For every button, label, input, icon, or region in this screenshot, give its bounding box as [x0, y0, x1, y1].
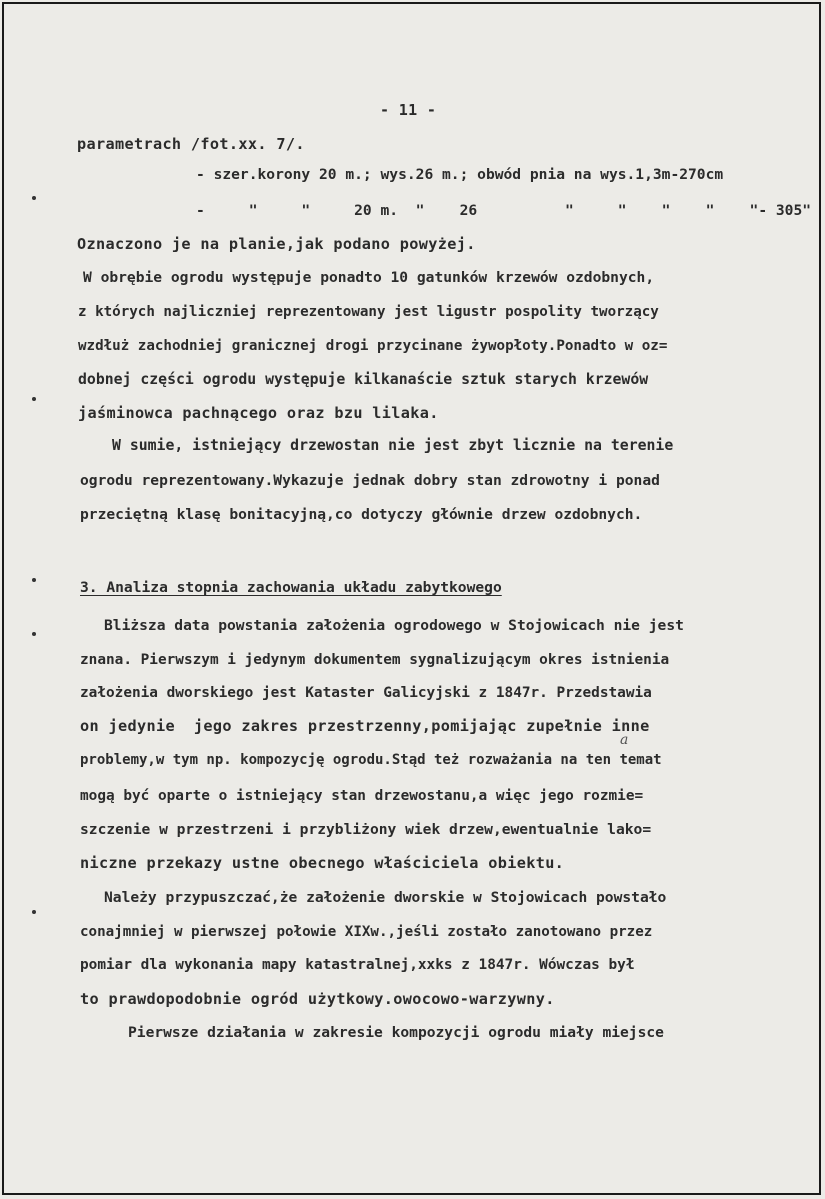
text-line: mogą być oparte o istniejący stan drzewostanu,a więc jego rozmie= [80, 788, 644, 804]
text-line: Bliższa data powstania założenia ogrodowego w Stojowicach nie jest [104, 617, 684, 634]
text-line: on jedynie jego zakres przestrzenny,pomijając zupełnie inne [80, 717, 650, 735]
margin-dot [32, 910, 36, 914]
page-number: - 11 - [380, 101, 437, 119]
text-line: pomiar dla wykonania mapy katastralnej,xxks z 1847r. Wówczas był [80, 957, 635, 973]
text-line: ogrodu reprezentowany.Wykazuje jednak dobry stan zdrowotny i ponad [80, 472, 660, 489]
margin-dot [32, 578, 36, 582]
text-line: szczenie w przestrzeni i przybliżony wiek drzew,ewentualnie lako= [80, 821, 652, 838]
text-line: Pierwsze działania w zakresie kompozycji ogrodu miały miejsce [128, 1024, 664, 1041]
text-line: założenia dworskiego jest Kataster Galicyjski z 1847r. Przedstawia [80, 685, 652, 701]
text-line: - " " 20 m. " 26 " " " " "- 305" [196, 202, 812, 219]
text-line: W sumie, istniejący drzewostan nie jest zbyt licznie na terenie [112, 437, 674, 454]
margin-dot [32, 632, 36, 636]
margin-dot [32, 196, 36, 200]
text-line: wzdłuż zachodniej granicznej drogi przycinane żywopłoty.Ponadto w oz= [78, 338, 668, 354]
text-line: dobnej części ogrodu występuje kilkanaście sztuk starych krzewów [78, 371, 649, 388]
text-line: znana. Pierwszym i jedynym dokumentem sygnalizującym okres istnienia [80, 652, 670, 668]
text-line: przeciętną klasę bonitacyjną,co dotyczy głównie drzew ozdobnych. [80, 506, 643, 523]
text-line: W obrębie ogrodu występuje ponadto 10 gatunków krzewów ozdobnych, [83, 269, 655, 286]
section-heading: 3. Analiza stopnia zachowania układu zabytkowego [80, 579, 502, 596]
handwritten-correction: a [620, 732, 629, 748]
text-line: - szer.korony 20 m.; wys.26 m.; obwód pnia na wys.1,3m-270cm [196, 166, 724, 183]
text-line: problemy,w tym np. kompozycję ogrodu.Stąd też rozważania na ten temat [80, 752, 662, 768]
text-line: niczne przekazy ustne obecnego właściciela obiektu. [80, 854, 565, 872]
text-line: Oznaczono je na planie,jak podano powyżej. [77, 235, 476, 253]
text-line: to prawdopodobnie ogród użytkowy.owocowo-warzywny. [80, 990, 555, 1008]
text-line: parametrach /fot.xx. 7/. [77, 135, 305, 153]
margin-dot [32, 397, 36, 401]
text-line: jaśminowca pachnącego oraz bzu lilaka. [78, 404, 439, 422]
text-line: z których najliczniej reprezentowany jest ligustr pospolity tworzący [78, 304, 659, 320]
text-line: Należy przypuszczać,że założenie dworskie w Stojowicach powstało [104, 889, 667, 906]
text-line: conajmniej w pierwszej połowie XIXw.,jeśli zostało zanotowano przez [80, 924, 653, 940]
